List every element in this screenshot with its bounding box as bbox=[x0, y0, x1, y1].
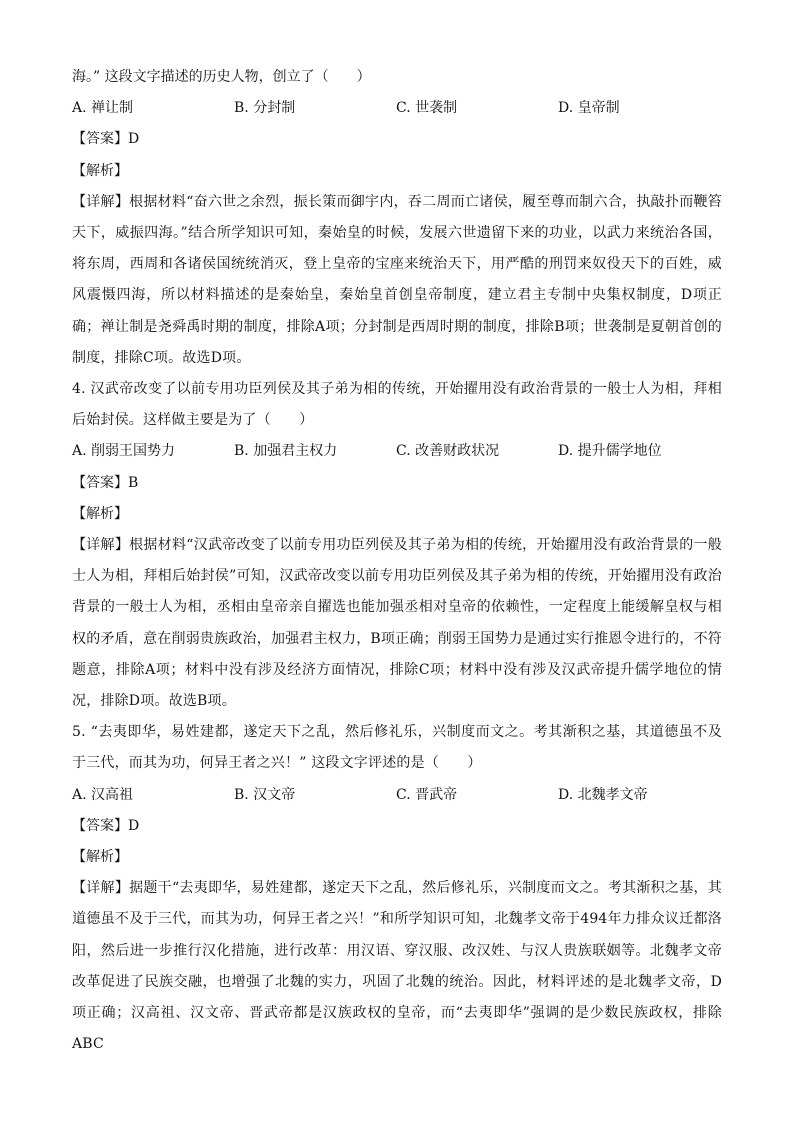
document-page bbox=[72, 62, 722, 1061]
answer-label: 【答案】 bbox=[72, 817, 128, 834]
q4-option-c: C. 改善财政状况 bbox=[396, 443, 500, 460]
detail-text: 据题干“去夷即华，易姓建都，遂定天下之乱，然后修礼乐，兴制度而文之。考其渐积之基，其道德虽不及于三代，而其为功，何异王者之兴！”和所学知识可知，北魏孝文帝于494年力排众议迁都洛阳，然后进一步推行汉化措施，进行改革：用汉语、穿汉服、改汉姓、与汉人贵族联姻等。北魏孝文帝改革促进了民族交融，也增强了北魏的实力，巩固了北魏的统治。因此，材料评述的是北魏孝文帝，D项正确；汉高祖、汉文帝、晋武帝都是汉族政权的皇帝，而“去夷即华”强调的是少数民族政权，排除ABC bbox=[72, 880, 722, 1053]
q5-option-d: D. 北魏孝文帝 bbox=[558, 786, 648, 803]
q4-answer bbox=[72, 468, 722, 499]
detail-text: 根据材料“奋六世之余烈，振长策而御宇内，吞二周而亡诸侯，履至尊而制六合，执敲扑而鞭笞天下，威振四海。”结合所学知识可知，秦始皇的时候，发展六世遗留下来的功业，以武力来统治各国，将东周，西周和各诸侯国统统消灭，登上皇帝的宝座来统治天下，用严酷的刑罚来奴役天下的百姓，威风震慑四海，所以材料描述的是秦始皇，秦始皇首创皇帝制度，建立君主专制中央集权制度，D项正确；禅让制是尧舜禹时期的制度，排除A项；分封制是西周时期的制度，排除B项；世袭制是夏朝首创的制度，排除C项。故选D项。 bbox=[72, 193, 722, 366]
q5-stem: 5. “去夷即华，易姓建都，遂定天下之乱，然后修礼乐，兴制度而文之。考其渐积之基，其道德虽不及于三代，而其为功，何异王者之兴！” 这段文字评述的是（ ） bbox=[72, 724, 722, 772]
q3-option-c: C. 世袭制 bbox=[396, 100, 458, 117]
detail-label: 【详解】 bbox=[72, 193, 130, 210]
q4-options bbox=[72, 436, 722, 467]
q3-option-d: D. 皇帝制 bbox=[558, 100, 620, 117]
q3-options bbox=[72, 93, 722, 124]
q5-option-c: C. 晋武帝 bbox=[396, 786, 458, 803]
q5-option-a: A. 汉高祖 bbox=[72, 786, 134, 803]
q3-analysis-label: 【解析】 bbox=[72, 162, 128, 179]
q5-option-b: B. 汉文帝 bbox=[234, 786, 296, 803]
q4-analysis-label: 【解析】 bbox=[72, 505, 128, 522]
q3-detail bbox=[72, 187, 722, 374]
q3-option-b: B. 分封制 bbox=[234, 100, 296, 117]
q5-answer bbox=[72, 811, 722, 842]
q4-detail bbox=[72, 530, 722, 717]
answer-value: D bbox=[128, 817, 140, 834]
q4-option-d: D. 提升儒学地位 bbox=[558, 443, 662, 460]
q3-option-a: A. 禅让制 bbox=[72, 100, 134, 117]
q4-option-b: B. 加强君主权力 bbox=[234, 443, 338, 460]
detail-label: 【详解】 bbox=[72, 537, 130, 554]
detail-label: 【详解】 bbox=[72, 880, 130, 897]
q4-option-a: A. 削弱王国势力 bbox=[72, 443, 176, 460]
detail-text: 根据材料“汉武帝改变了以前专用功臣列侯及其子弟为相的传统，开始擢用没有政治背景的一般士人为相，拜相后始封侯”可知，汉武帝改变以前专用功臣列侯及其子弟为相的传统，开始擢用没有政治背景的一般士人为相，丞相由皇帝亲自擢选也能加强丞相对皇帝的依赖性，一定程度上能缓解皇权与相权的矛盾，意在削弱贵族政治，加强君主权力，B项正确；削弱王国势力是通过实行推恩令进行的，不符题意，排除A项；材料中没有涉及经济方面情况，排除C项；材料中没有涉及汉武帝提升儒学地位的情况，排除D项。故选B项。 bbox=[72, 537, 722, 710]
answer-value: D bbox=[128, 131, 140, 148]
q3-stem-tail: 海。” 这段文字描述的历史人物，创立了（ ） bbox=[72, 69, 371, 85]
answer-value: B bbox=[128, 474, 139, 491]
answer-label: 【答案】 bbox=[72, 474, 128, 491]
q5-options bbox=[72, 780, 722, 811]
q5-analysis-label: 【解析】 bbox=[72, 849, 128, 866]
q5-detail bbox=[72, 873, 722, 1060]
answer-label: 【答案】 bbox=[72, 131, 128, 148]
q3-answer bbox=[72, 124, 722, 155]
q4-stem: 4. 汉武帝改变了以前专用功臣列侯及其子弟为相的传统，开始擢用没有政治背景的一般士人为相，拜相后始封侯。这样做主要是为了（ ） bbox=[72, 381, 722, 429]
